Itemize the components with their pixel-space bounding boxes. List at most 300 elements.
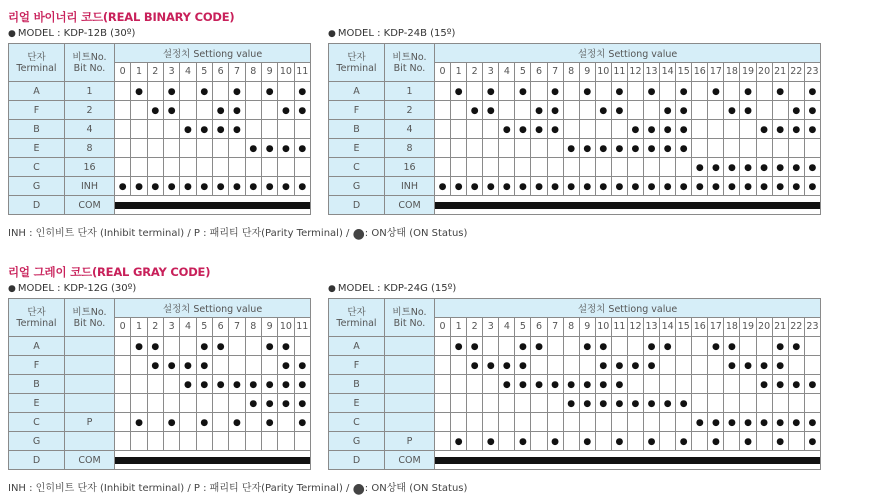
value-cell [451,158,467,177]
value-cell [483,177,499,196]
terminal-cell: E [9,139,65,158]
value-cell [278,413,294,432]
on-dot-icon: ● [519,86,527,97]
value-cell [547,101,563,120]
value-cell [579,356,595,375]
value-cell [660,82,676,101]
value-cell [692,82,708,101]
value-cell [708,432,724,451]
table-row [329,158,821,177]
bit-cell: INH [65,177,115,196]
on-dot-icon: ● [282,379,290,390]
value-cell [180,432,196,451]
on-dot-icon: ● [776,436,785,447]
value-cell [531,158,547,177]
terminal-header [329,44,385,82]
value-cell [180,337,196,356]
value-cell [261,158,277,177]
value-cell [435,432,451,451]
value-cell [756,337,772,356]
value-cell [163,177,179,196]
on-dot-icon: ● [760,124,769,135]
value-cell [115,432,131,451]
on-dot-icon: ● [438,181,447,192]
on-dot-icon: ● [135,181,143,192]
on-dot-icon: ● [631,181,640,192]
value-cell [531,413,547,432]
bit-cell [385,413,435,432]
on-dot-icon: ● [282,398,290,409]
on-dot-icon: ● [519,341,527,352]
on-dot-icon: ● [486,105,495,116]
value-cell [131,356,147,375]
on-dot-icon: ● [728,181,736,192]
bit-cell: 1 [65,82,115,101]
value-cell [115,413,131,432]
terminal-cell: E [329,139,385,158]
table-row [329,337,821,356]
value-cell [531,375,547,394]
setting-column-number: 14 [660,63,676,82]
bit-header-line: 비트No. [392,51,427,63]
on-dot-icon: ● [744,417,752,428]
setting-column-number: 19 [740,318,756,337]
value-cell [692,177,708,196]
value-cell [772,413,788,432]
value-cell [692,432,708,451]
setting-column-number: 9 [261,318,277,337]
value-cell [245,120,261,139]
on-dot-icon: ● [249,143,258,154]
on-dot-icon: ● [760,417,769,428]
value-cell [708,394,724,413]
value-cell [467,413,483,432]
value-cell [499,177,515,196]
value-cell [644,356,660,375]
value-cell [676,432,692,451]
bit-cell: P [385,432,435,451]
bit-cell [65,432,115,451]
gray-table-24g [328,298,821,470]
value-cell [579,394,595,413]
on-status-icon: ● [352,481,365,497]
setting-column-number: 4 [180,63,196,82]
value-cell [163,413,179,432]
value-cell [131,394,147,413]
value-cell [245,356,261,375]
bit-header-line: Bit No. [73,317,106,329]
value-cell [115,337,131,356]
value-cell [278,394,294,413]
on-dot-icon: ● [792,124,801,135]
value-cell [196,139,212,158]
table-row [9,177,311,196]
on-dot-icon: ● [519,360,527,371]
table-row [9,413,311,432]
bit-header-line: Bit No. [73,62,106,74]
value-cell [692,375,708,394]
value-cell [579,158,595,177]
setting-column-number: 23 [804,63,820,82]
setting-column-number: 13 [644,63,660,82]
value-cell [724,413,740,432]
value-cell [196,356,212,375]
value-cell [708,337,724,356]
value-cell [627,158,643,177]
value-cell [579,413,595,432]
com-bar-cell [435,196,821,215]
value-cell [115,120,131,139]
value-cell [595,432,611,451]
value-cell [467,82,483,101]
value-cell [692,356,708,375]
on-dot-icon: ● [663,181,672,192]
value-cell [467,375,483,394]
on-dot-icon: ● [298,398,307,409]
on-dot-icon: ● [679,124,688,135]
setting-column-number: 10 [595,63,611,82]
value-cell [547,432,563,451]
value-cell [499,375,515,394]
value-cell [627,394,643,413]
setting-column-number: 4 [499,318,515,337]
value-cell [261,337,277,356]
value-cell [644,101,660,120]
setting-column-number: 16 [692,63,708,82]
value-cell [212,158,228,177]
value-cell [740,82,756,101]
bit-cell: 2 [385,101,435,120]
on-dot-icon: ● [631,360,640,371]
value-cell [676,120,692,139]
value-cell [229,139,245,158]
terminal-cell: F [329,356,385,375]
value-cell [724,177,740,196]
on-dot-icon: ● [298,86,307,97]
value-cell [515,356,531,375]
value-cell [611,394,627,413]
value-cell [261,82,277,101]
on-dot-icon: ● [298,379,307,390]
on-dot-icon: ● [233,379,241,390]
on-dot-icon: ● [792,341,801,352]
on-dot-icon: ● [647,181,656,192]
on-dot-icon: ● [663,105,672,116]
value-cell [245,413,261,432]
on-dot-icon: ● [711,86,720,97]
value-cell [499,394,515,413]
value-cell [147,337,163,356]
on-dot-icon: ● [663,143,672,154]
terminal-cell: G [9,177,65,196]
on-dot-icon: ● [551,86,560,97]
value-cell [595,177,611,196]
value-cell [278,375,294,394]
value-cell [547,375,563,394]
value-cell [483,356,499,375]
setting-column-number: 6 [212,63,228,82]
value-cell [740,413,756,432]
on-dot-icon: ● [808,124,817,135]
table-row [329,177,821,196]
value-cell [180,158,196,177]
value-cell [611,337,627,356]
on-dot-icon: ● [583,398,592,409]
setting-column-number: 10 [595,318,611,337]
setting-column-number: 10 [278,63,294,82]
value-cell [788,120,804,139]
value-cell [515,394,531,413]
on-dot-icon: ● [647,398,656,409]
value-cell [531,139,547,158]
on-dot-icon: ● [760,162,769,173]
setting-column-number: 3 [163,318,179,337]
setting-column-number: 1 [451,318,467,337]
terminal-header-line: 단자 [27,306,46,318]
terminal-cell: B [329,375,385,394]
value-cell [212,82,228,101]
on-dot-icon: ● [282,341,290,352]
value-cell [724,139,740,158]
value-cell [196,394,212,413]
value-cell [788,413,804,432]
value-cell [278,177,294,196]
terminal-header-line: Terminal [16,317,57,329]
on-dot-icon: ● [118,181,127,192]
value-cell [212,394,228,413]
value-cell [756,82,772,101]
value-cell [483,139,499,158]
value-cell [435,413,451,432]
value-cell [499,139,515,158]
value-cell [660,432,676,451]
value-cell [294,375,310,394]
on-dot-icon: ● [167,360,176,371]
value-cell [483,432,499,451]
setting-column-number: 7 [547,63,563,82]
value-cell [515,101,531,120]
on-dot-icon: ● [663,398,672,409]
on-dot-icon: ● [776,181,785,192]
value-cell [804,413,820,432]
value-cell [483,337,499,356]
value-cell [611,158,627,177]
on-dot-icon: ● [282,181,290,192]
value-cell [547,120,563,139]
value-cell [180,356,196,375]
bit-cell [385,394,435,413]
table-row [329,394,821,413]
model-label-24g: ● MODEL : KDP-24G (15º) [328,283,457,294]
on-dot-icon: ● [298,417,307,428]
on-dot-icon: ● [519,181,527,192]
value-cell [724,101,740,120]
on-dot-icon: ● [663,341,672,352]
on-dot-icon: ● [679,86,688,97]
value-cell [708,82,724,101]
value-cell [708,413,724,432]
on-dot-icon: ● [679,436,688,447]
value-cell [788,337,804,356]
on-dot-icon: ● [744,181,752,192]
terminal-header-line: 단자 [347,51,366,63]
value-cell [278,337,294,356]
terminal-header-line: Terminal [336,317,377,329]
setting-column-number: 14 [660,318,676,337]
on-dot-icon: ● [200,379,209,390]
table-row [329,101,821,120]
value-cell [245,375,261,394]
value-cell [563,82,579,101]
setting-column-number: 21 [772,63,788,82]
on-dot-icon: ● [808,162,817,173]
value-cell [756,413,772,432]
value-cell [115,101,131,120]
value-cell [212,337,228,356]
value-cell [627,432,643,451]
bit-cell: 4 [385,120,435,139]
value-cell [451,82,467,101]
value-cell [163,337,179,356]
setting-column-number: 2 [467,63,483,82]
value-cell [467,177,483,196]
value-cell [804,337,820,356]
on-dot-icon: ● [135,341,143,352]
on-dot-icon: ● [679,181,688,192]
bit-cell [65,375,115,394]
value-cell [245,158,261,177]
value-cell [229,394,245,413]
on-dot-icon: ● [744,105,752,116]
setting-column-number: 0 [435,63,451,82]
value-cell [294,158,310,177]
on-dot-icon: ● [151,360,160,371]
value-cell [676,356,692,375]
setting-column-number: 18 [724,63,740,82]
value-cell [804,394,820,413]
value-cell [196,413,212,432]
terminal-cell: C [329,413,385,432]
on-dot-icon: ● [792,417,801,428]
value-cell [563,139,579,158]
on-dot-icon: ● [249,379,258,390]
setting-column-number: 7 [229,318,245,337]
table-row [9,356,311,375]
value-cell [563,120,579,139]
value-cell [708,158,724,177]
on-dot-icon: ● [265,417,274,428]
on-dot-icon: ● [519,379,527,390]
table-row [329,139,821,158]
setting-column-number: 9 [579,318,595,337]
on-dot-icon: ● [184,124,192,135]
value-cell [278,120,294,139]
bit-cell: 4 [65,120,115,139]
on-dot-icon: ● [265,379,274,390]
on-dot-icon: ● [711,341,720,352]
section-title-binary: 리얼 바이너리 코드(REAL BINARY CODE) [8,10,235,24]
value-cell [644,177,660,196]
value-cell [724,120,740,139]
value-cell [467,158,483,177]
value-cell [595,394,611,413]
value-cell [579,139,595,158]
on-dot-icon: ● [583,379,592,390]
table-row [329,413,821,432]
value-cell [131,82,147,101]
bit-cell: P [65,413,115,432]
terminal-header [9,44,65,82]
setting-column-number: 7 [229,63,245,82]
value-cell [804,82,820,101]
table-row [329,120,821,139]
value-cell [515,375,531,394]
value-cell [180,101,196,120]
on-dot-icon: ● [167,105,176,116]
on-dot-icon: ● [615,398,624,409]
value-cell [579,337,595,356]
on-dot-icon: ● [615,105,624,116]
setting-column-number: 5 [196,63,212,82]
on-dot-icon: ● [599,341,608,352]
value-cell [278,432,294,451]
setting-column-number: 11 [611,63,627,82]
on-dot-icon: ● [486,86,495,97]
value-cell [692,139,708,158]
value-cell [788,394,804,413]
value-cell [708,139,724,158]
setting-column-number: 11 [294,63,310,82]
value-cell [180,120,196,139]
value-cell [212,120,228,139]
setting-column-number: 18 [724,318,740,337]
value-cell [451,337,467,356]
table-row [9,375,311,394]
on-dot-icon: ● [647,360,656,371]
value-cell [676,394,692,413]
value-cell [772,101,788,120]
value-cell [756,432,772,451]
on-dot-icon: ● [728,417,736,428]
on-dot-icon: ● [792,105,801,116]
terminal-cell: A [9,82,65,101]
value-cell [579,375,595,394]
value-cell [692,413,708,432]
on-dot-icon: ● [265,143,274,154]
value-cell [740,158,756,177]
value-cell [212,177,228,196]
value-cell [180,139,196,158]
on-dot-icon: ● [567,379,576,390]
value-cell [294,101,310,120]
value-cell [676,375,692,394]
on-dot-icon: ● [615,436,624,447]
value-cell [627,413,643,432]
value-cell [579,432,595,451]
value-cell [483,158,499,177]
value-cell [563,413,579,432]
value-cell [627,101,643,120]
value-cell [611,375,627,394]
value-cell [692,101,708,120]
value-cell [499,101,515,120]
value-cell [563,375,579,394]
value-cell [788,177,804,196]
value-cell [531,356,547,375]
value-cell [131,158,147,177]
value-cell [451,375,467,394]
table-row [9,337,311,356]
